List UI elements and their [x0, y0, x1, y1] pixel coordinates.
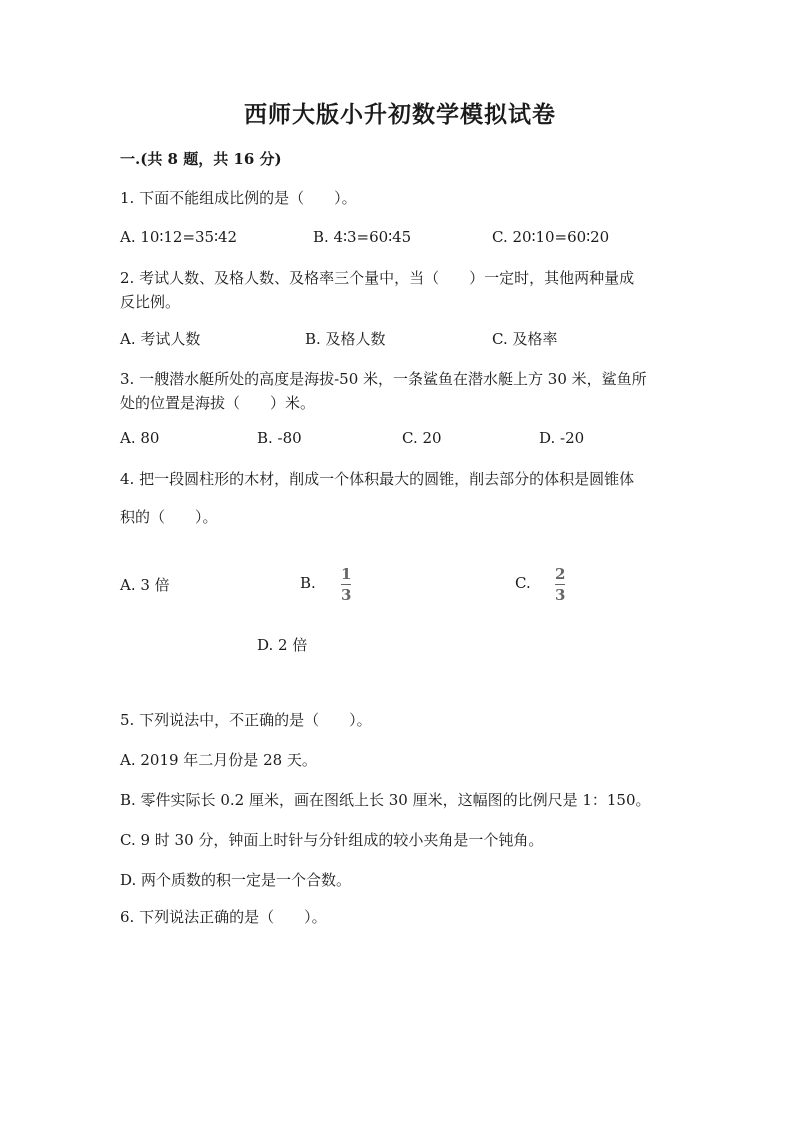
q2-option-b: B. 及格人数	[305, 330, 386, 348]
fraction-denominator: 3	[341, 586, 352, 604]
page-title: 西师大版小升初数学模拟试卷	[244, 101, 556, 128]
q5-option-a: A. 2019 年二月份是 28 天。	[120, 751, 317, 769]
fraction-bar	[555, 584, 565, 585]
q1-option-b: B. 4∶3=60∶45	[313, 228, 412, 246]
q4-option-b-fraction	[341, 566, 351, 603]
q1-option-c: C. 20∶10=60∶20	[492, 228, 610, 246]
q4-option-d: D. 2 倍	[257, 636, 308, 654]
question-1-stem: 1. 下面不能组成比例的是（ ）。	[120, 189, 357, 207]
q3-option-d: D. -20	[539, 429, 585, 447]
q3-option-a: A. 80	[120, 429, 160, 447]
q5-option-d: D. 两个质数的积一定是一个合数。	[120, 871, 352, 889]
question-2-stem-line2: 反比例。	[120, 293, 181, 311]
fraction-numerator: 2	[555, 565, 566, 583]
q4-option-c-fraction	[555, 566, 565, 603]
q4-option-b-label: B.	[300, 574, 316, 592]
question-4-stem-line2: 积的（ ）。	[120, 508, 218, 526]
q4-option-c-label: C.	[515, 574, 531, 592]
section-heading: 一.(共 8 题，共 16 分)	[120, 150, 282, 168]
q5-option-b: B. 零件实际长 0.2 厘米，画在图纸上长 30 厘米，这幅图的比例尺是 1：150。	[120, 791, 651, 809]
fraction-numerator: 1	[341, 565, 352, 583]
question-3-stem-line2: 处的位置是海拔（ ）米。	[120, 394, 316, 412]
q1-option-a: A. 10∶12=35∶42	[120, 228, 238, 246]
question-4-stem-line1: 4. 把一段圆柱形的木材，削成一个体积最大的圆锥，削去部分的体积是圆锥体	[120, 470, 635, 488]
q3-option-c: C. 20	[402, 429, 442, 447]
question-3-stem-line1: 3. 一艘潜水艇所处的高度是海拔-50 米，一条鲨鱼在潜水艇上方 30 米，鲨鱼所	[120, 370, 647, 388]
question-5-stem: 5. 下列说法中，不正确的是（ ）。	[120, 711, 372, 729]
q5-option-c: C. 9 时 30 分，钟面上时针与分针组成的较小夹角是一个钝角。	[120, 831, 544, 849]
q2-option-a: A. 考试人数	[120, 330, 201, 348]
question-2-stem-line1: 2. 考试人数、及格人数、及格率三个量中，当（ ）一定时，其他两种量成	[120, 269, 635, 287]
fraction-denominator: 3	[555, 586, 566, 604]
q3-option-b: B. -80	[257, 429, 302, 447]
fraction-bar	[341, 584, 351, 585]
q4-option-a: A. 3 倍	[120, 576, 170, 594]
question-6-stem: 6. 下列说法正确的是（ ）。	[120, 908, 327, 926]
q2-option-c: C. 及格率	[492, 330, 558, 348]
